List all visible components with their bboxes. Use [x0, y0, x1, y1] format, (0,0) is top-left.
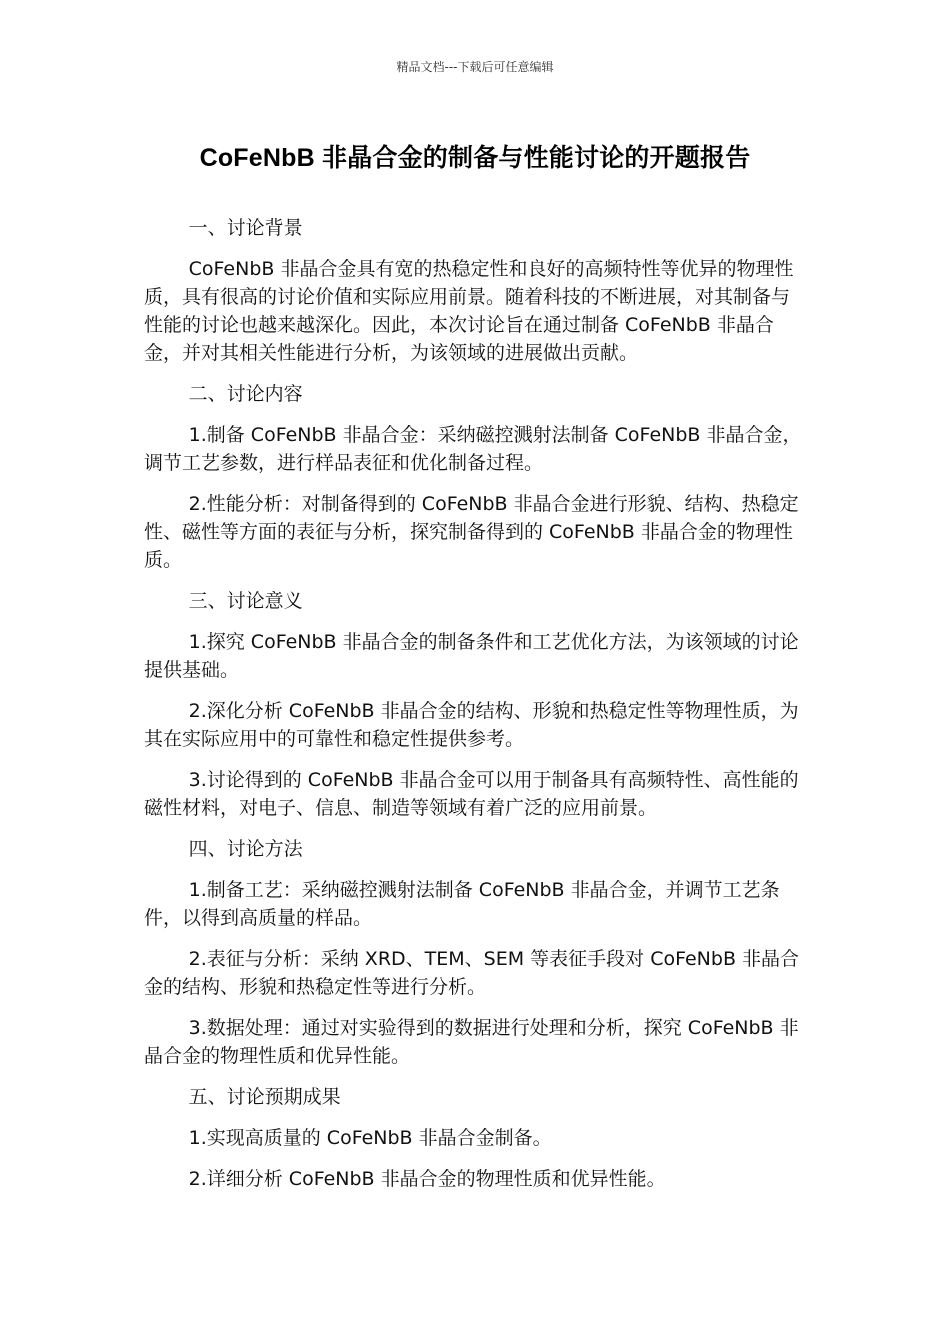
section-heading-content: 二、讨论内容 — [188, 383, 303, 405]
paragraph-background: CoFeNbB 非晶合金具有宽的热稳定性和良好的高频特性等优异的物理性质，具有很高的讨论价值和实际应用前景。随着科技的不断进展，对其制备与性能的讨论也越来越深化。因此，本次讨论旨在通过制备 CoFeNbB 非晶合金，并对其相关性能进行分析，为该领域的进展做出贡献。 — [144, 258, 794, 364]
paragraph-significance-1: 1.探究 CoFeNbB 非晶合金的制备条件和工艺优化方法，为该领域的讨论提供基础。 — [144, 631, 799, 681]
section-heading-significance: 三、讨论意义 — [188, 590, 303, 612]
paragraph-methods-1: 1.制备工艺：采纳磁控溅射法制备 CoFeNbB 非晶合金，并调节工艺条件，以得到高质量的样品。 — [144, 879, 780, 929]
section-heading-background: 一、讨论背景 — [188, 217, 303, 239]
section-heading-expected-results: 五、讨论预期成果 — [188, 1086, 341, 1108]
section-heading-methods: 四、讨论方法 — [188, 838, 303, 860]
paragraph-significance-3: 3.讨论得到的 CoFeNbB 非晶合金可以用于制备具有高频特性、高性能的磁性材料，对电子、信息、制造等领域有着广泛的应用前景。 — [144, 769, 799, 819]
paragraph-results-1: 1.实现高质量的 CoFeNbB 非晶合金制备。 — [188, 1127, 552, 1149]
paragraph-content-1: 1.制备 CoFeNbB 非晶合金：采纳磁控溅射法制备 CoFeNbB 非晶合金，调节工艺参数，进行样品表征和优化制备过程。 — [144, 424, 802, 474]
document-title: CoFeNbB 非晶合金的制备与性能讨论的开题报告 — [199, 144, 751, 172]
paragraph-methods-2: 2.表征与分析：采纳 XRD、TEM、SEM 等表征手段对 CoFeNbB 非晶合金的结构、形貌和热稳定性等进行分析。 — [144, 948, 800, 998]
paragraph-methods-3: 3.数据处理：通过对实验得到的数据进行处理和分析，探究 CoFeNbB 非晶合金的物理性质和优异性能。 — [144, 1017, 799, 1067]
document-body — [144, 214, 808, 1206]
paragraph-significance-2: 2.深化分析 CoFeNbB 非晶合金的结构、形貌和热稳定性等物理性质，为其在实际应用中的可靠性和稳定性提供参考。 — [144, 700, 799, 750]
page-header: 精品文档---下载后可任意编辑 — [396, 60, 554, 74]
paragraph-content-2: 2.性能分析：对制备得到的 CoFeNbB 非晶合金进行形貌、结构、热稳定性、磁性等方面的表征与分析，探究制备得到的 CoFeNbB 非晶合金的物理性质。 — [144, 493, 799, 571]
paragraph-results-2: 2.详细分析 CoFeNbB 非晶合金的物理性质和优异性能。 — [188, 1168, 666, 1190]
